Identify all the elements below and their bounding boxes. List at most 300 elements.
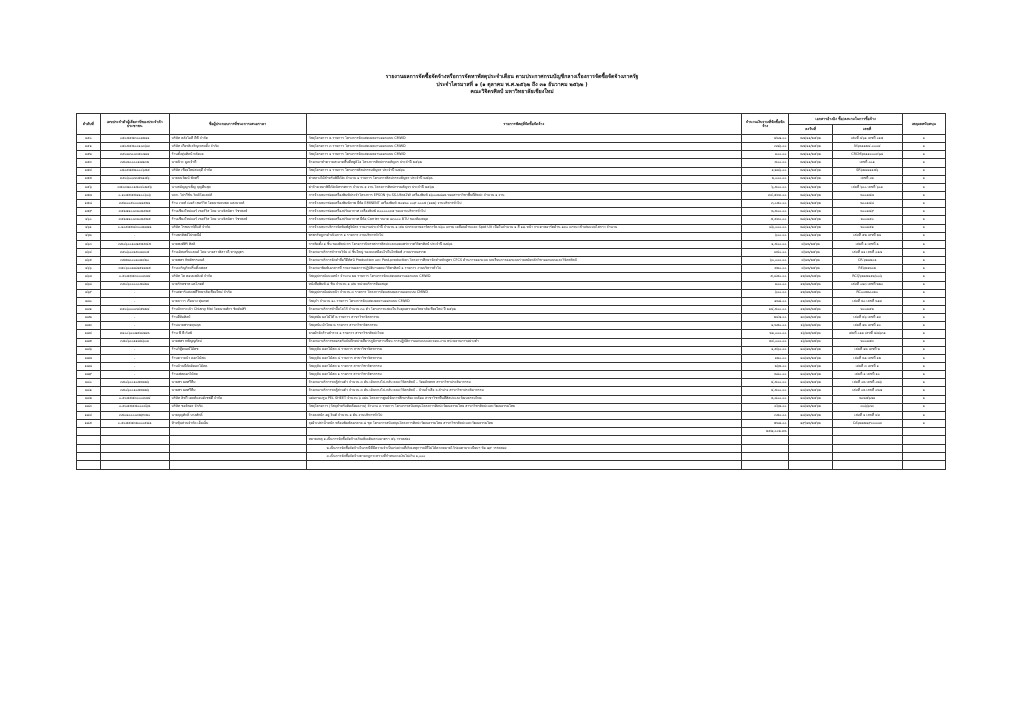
row-item: วัสดุโครงการ ๑ รายการ โครงการจัดแสดงผลงานออกแบบ CMWD (306, 151, 742, 159)
row-taxid: ๐-๕๐๕๕๕๓๐๐๐๓๗๔ (100, 273, 169, 281)
row-amount: ๑,๕๐๐.๐๐ (742, 240, 789, 248)
row-taxid: - (100, 297, 169, 305)
row-taxid: ๐-๕๐๕๕๕๓๒๐๐๐๕๘๑ (100, 419, 169, 427)
row-item: วัสดุจุลับ ดอกไม้สด ๑ รายการ สาขาวิชาจิตรกรรม (306, 371, 742, 379)
row-item: จ้างเหมาบริการรถตู้ส่วนตัว จำนวน ๓ คัน เดินทางไป-กลับ คณะวิจิตรศิลป์ – บ้านถ้ำเสือ จ.ลำปาง สาขาวิชาประติมากรรม (306, 387, 742, 395)
row-seq: ๑๘๓ (77, 403, 101, 411)
row-amount: ๒๖๒.๐๐ (742, 362, 789, 370)
table-row (77, 191, 946, 199)
row-seq: ๑๘๐ (77, 379, 101, 387)
row-docno: เล่มที่ ๐๑๑ เลขที่ ๔๗๖๓๑ (832, 330, 902, 338)
row-vendor: บริษัท ไรซเบาท์ดีแท้ จำกัด (169, 224, 306, 232)
row-seq: ๑๘๑ (77, 387, 101, 395)
table-row (77, 362, 946, 370)
row-amount: ๑,๕๖๐.๐๐ (742, 346, 789, 354)
row-seq: ๑๘๕ (77, 419, 101, 427)
row-item: การจ้างเหมาซ่อมเครื่องปรับอากาศ เครื่องพิมพ์ ๓๐๐๐๐๐๓๕ ของงานบริหารทั่วไป (306, 208, 742, 216)
row-seq: ๑๗๓ (77, 322, 101, 330)
row-vendor: นายรักษชาต ผลโภคต์ (169, 281, 306, 289)
row-seq: ๑๕๐ (77, 135, 101, 143)
row-date: ๒๗/๑๑/๒๕๖๒ (789, 151, 832, 159)
row-reason: ๑ (902, 143, 945, 151)
row-reason: ๑ (902, 322, 945, 330)
row-item: ลายผ้าจัดร้านสำรวจ ๑ รายการ สาขาวิชาศิลปะไทย (306, 330, 742, 338)
table-row (77, 387, 946, 395)
row-taxid: ๓๕๐๖๐๐๑๑๘๒๖๐๑ (100, 338, 169, 346)
table-row (77, 167, 946, 175)
note-3: ๓.เป็นการจัดซื้อจัดจ้างตามกฎกระทรวงที่กำหนดวงเงินไม่เกิน ๑,๐๐๐ (306, 453, 742, 461)
row-taxid: ๐๕๐๕๕๕๓๐๐๑๒๑๑ (100, 135, 169, 143)
col-header-reason: เหตุผลสนับสนุน (902, 114, 945, 135)
row-docno: CRCM๖๒๑๑๐๐๐๓๖๘ (832, 151, 902, 159)
table-row (77, 273, 946, 281)
row-date: ๒๗/๑๑/๒๕๖๒ (789, 135, 832, 143)
table-row (77, 143, 946, 151)
row-docno: เล่มที่ ๔๖๑ เลขที่ ๐๑๕ (832, 135, 902, 143)
row-docno: เล่มที่ ๓ เลขที่ ๑ (832, 362, 902, 370)
row-reason: ๑ (902, 305, 945, 313)
row-reason: ๑ (902, 354, 945, 362)
row-reason: ๑ (902, 403, 945, 411)
row-seq: ๑๗๘ (77, 362, 101, 370)
row-amount: ๔๖๒.๐๐ (742, 403, 789, 411)
table-row (77, 216, 946, 224)
col-header-amount: จำนวนเงินรวมที่จัดซื้อจัดจ้าง (742, 114, 789, 135)
row-docno: ๓๐๖๖๓๓ (832, 403, 902, 411)
table-row (77, 297, 946, 305)
table-row (77, 379, 946, 387)
row-taxid: - (100, 362, 169, 370)
row-date: ๒๗/๑๑/๒๕๖๒ (789, 159, 832, 167)
row-amount: ๒๑,๐๐๐.๐๐ (742, 330, 789, 338)
row-taxid: - (100, 232, 169, 240)
row-seq: ๑๘๒ (77, 395, 101, 403)
row-date: ๒๘/๑๑/๒๕๖๒ (789, 200, 832, 208)
row-vendor: ร้าน พี พี กัมพ์ (169, 330, 306, 338)
row-amount: ๒,๐๐๐.๐๐ (742, 175, 789, 183)
table-row (77, 265, 946, 273)
row-amount: ๔,๕๐๐.๐๐ (742, 379, 789, 387)
row-vendor: ร้านปักกระเป๋า Chiang Mai โดยนายศักร ชิดดัมศิริ (169, 305, 306, 313)
col-header-taxid: เลขประจำตัวผู้เสียภาษีของประจำตัวประชาชน (100, 114, 169, 135)
table-row (77, 419, 946, 427)
row-taxid: ๐-๑๐๕๕๕๕๑๑๐๐๖๐๖ (100, 191, 169, 199)
row-taxid: ๓๕๐๖๐๐๓๓๕๒๑๕๖ (100, 175, 169, 183)
row-taxid: ๐๕๐๕๕๕๐๐๑๐๓๖๗ (100, 143, 169, 151)
row-seq: ๑๕๔ (77, 167, 101, 175)
row-vendor: นายบุญศักดิ์ บางศักดิ์ (169, 411, 306, 419)
row-amount: ๖,๕๐๐.๐๐ (742, 183, 789, 191)
table-row (77, 395, 946, 403)
row-seq: ๑๖๓ (77, 240, 101, 248)
row-reason: ๑ (902, 330, 945, 338)
row-amount: ๗๔๐.๐๐ (742, 248, 789, 256)
row-date: ๑๓/๑๒/๒๕๖๒ (789, 314, 832, 322)
row-amount: ๖๐๐.๐๐ (742, 289, 789, 297)
row-seq: ๑๖๙ (77, 289, 101, 297)
row-reason: ๑ (902, 240, 945, 248)
row-taxid: - (100, 371, 169, 379)
col-header-seq: ลำดับที่ (77, 114, 101, 135)
row-date: ๑๒/๑๒/๒๕๖๒ (789, 297, 832, 305)
row-item: วัสดุโครงการ ๒ รายการ โครงการจัดแสดงผลงานออกแบบ CMWD (306, 135, 742, 143)
row-amount: ๕๒๐.๐๐ (742, 265, 789, 273)
row-amount: ๑,๒๕๐.๐๐ (742, 322, 789, 330)
table-row (77, 248, 946, 256)
row-seq: ๑๘๔ (77, 411, 101, 419)
row-vendor: นายปิวะ มูลเจ้าที (169, 159, 306, 167)
row-docno: ๒๐๒๕๖๗๑ (832, 395, 902, 403)
row-amount: ๕,๕๓๐.๐๐ (742, 216, 789, 224)
total-amount: ๒๕๗,๐๐๒.๓๒ (742, 428, 789, 436)
row-amount: ๑๐๐.๐๐ (742, 151, 789, 159)
row-vendor: ห้างหุ้นส่วนจำกัด เอ็มเอ็ม (169, 419, 306, 427)
col-header-docs-group: เอกสารอ้างอิง ซื้อ/ลงนามในการซื้อจ้าง (789, 114, 902, 125)
row-reason: ๑ (902, 216, 945, 224)
row-vendor: บริษัท ไฮ คอมแพลิงค์ จำกัด (169, 273, 306, 281)
row-seq: ๑๕๑ (77, 143, 101, 151)
row-taxid: ๐-๕๐๕๕๕๕๐๐๐๔๖๒ (100, 403, 169, 411)
row-docno: เล่มที่ ๒๑ เลขที่ ๑๒ (832, 354, 902, 362)
row-docno: CR.๖๒๑๒๐๑ (832, 257, 902, 265)
col-header-date: ลงวันที่ (789, 125, 832, 135)
table-row (77, 257, 946, 265)
row-taxid: ๓๕๐๑๐๐๐๐๓๒๙๓๒๐ (100, 411, 169, 419)
table-row (77, 240, 946, 248)
report-period: ประจำไตรมาสที่ ๑ (๑ ตุลาคม พ.ศ.๒๕๖๒ ถึง ๓๑ ธันวาคม ๒๕๖๒ ) (436, 81, 588, 88)
row-date: ๒๘/๑๑/๒๕๖๒ (789, 232, 832, 240)
table-header-row (77, 114, 946, 125)
row-seq: ๑๗๙ (77, 371, 101, 379)
row-amount: ๕๒๘.๐๐ (742, 419, 789, 427)
row-item: การจ้างเหมาซ่อมเครื่องปรับอากาศ ยี่ห้อ Carrier ขนาด ๑๓๐๐๐ BTU ของห้องสมุด (306, 216, 742, 224)
row-item: หนังสือพิมพ์ ๘ ชิ้น จำนวน ๑ เล่ม หน่วยบริการห้องสมุด (306, 281, 742, 289)
row-taxid: - (100, 354, 169, 362)
row-seq: ๑๕๖ (77, 183, 101, 191)
row-vendor: นายพร ผลศรีทีม (169, 379, 306, 387)
note-2: ๒.เป็นการจัดซื้อจัดจ้างในกรณีที่มีความจำเป็นเร่งด่วนที่เกิดเหตุการณ์ที่ไม่ได้คาดหมายไว้ก่อนตามระเบียบฯ ข้อ ๗๙ วรรคสอง (306, 444, 742, 452)
row-date: ๔/๑๒/๒๕๖๒ (789, 248, 832, 256)
table-row (77, 159, 946, 167)
row-taxid: ๓๕๐๑๓๐๐๓๕๐๗๑๑ (100, 151, 169, 159)
table-body (77, 135, 946, 470)
row-docno: เล่มที่ ๐๒ เลขที่ ๐๒๖ (832, 379, 902, 387)
report-title: รายงานผลการจัดซื้อจัดจ้างหรือการจัดหาพัสดุประจำเดือน ตามประกาศกรมบัญชีกลางเรื่องการจัดซื้อจัดจ้างภาครัฐ (385, 74, 639, 80)
table-row (77, 338, 946, 346)
row-date: ๑๘/๑๒/๒๕๖๒ (789, 411, 832, 419)
col-header-vendor: ชื่อผู้ประกอบการที่ชนะการเสนอราคา (169, 114, 306, 135)
row-amount: ๒๔,๐๐๐.๐๐ (742, 338, 789, 346)
row-reason: ๑ (902, 289, 945, 297)
row-docno: SR๖๒๑๑๑๑๕๖ (832, 167, 902, 175)
row-date: ๔/๑๒/๒๕๖๒ (789, 240, 832, 248)
row-docno: เล่มที่ ๒๐ เลขที่ ๒๑๓ (832, 297, 902, 305)
row-amount: ๓๗๖.๐๐ (742, 143, 789, 151)
row-item: การจ้างเหมาซ่อมเครื่องพิมพ์ประจำโครงการ EPSON รุ่น SS-Ultra2W เครื่องพิมพ์ ๑๖๐๐๒๘๑๒ ของสาขาวิชาพื้นที่ศิลปะ จำนวน ๑ งาน (306, 191, 742, 199)
row-date: ๑๘/๑๒/๒๕๖๒ (789, 362, 832, 370)
row-item: วัสดุสมัย ผลโม้ไต๊ ๒ รายการ สาขาวิชาจิตรกรรม (306, 314, 742, 322)
procurement-table (76, 113, 946, 470)
row-date: ๒๗/๑๑/๒๕๖๒ (789, 167, 832, 175)
row-seq: ๑๕๘ (77, 200, 101, 208)
row-amount: ๘๖,๐๐๐.๐๐ (742, 224, 789, 232)
blank-row (77, 461, 946, 469)
row-reason: ๑ (902, 175, 945, 183)
table-row (77, 371, 946, 379)
row-amount: ๓,๐๕๐.๐๐ (742, 200, 789, 208)
row-item: จ้างเหมาบริการจัดทำสื่อวีดีทัศน์ Production และ Post-production โครงการศึกษาจัดทำหลักสูตร CFCS ด้านการออกแบบ บทเรียนการออกแบบร่วมสมัยหลักวิชาออกแบบและวิจิตรศิลป์ (306, 257, 742, 265)
row-taxid: ๓๕๐๖๐๐๑๐๗๕๕๕๔๕ (100, 240, 169, 248)
row-reason: ๑ (902, 183, 945, 191)
row-docno: เล่มที่ ๐๒ เลขที่ ๐๒๗ (832, 387, 902, 395)
row-docno: RC๐๐๒๒๐๐๒๐ (832, 289, 902, 297)
row-date: ๑๒/๑๒/๒๕๖๒ (789, 281, 832, 289)
row-docno: CA๖๒๑๒๑๙๐๐๐๐๗ (832, 419, 902, 427)
row-vendor: ร้านเอิสเตร็นแลนด์ โดย นางสาวศิลาวดี ทาญบุตร (169, 248, 306, 256)
row-docno: ๒๐๐๑๔๗ (832, 191, 902, 199)
row-docno: ๒๐๐๑๔๘ (832, 200, 902, 208)
row-item: วัสดุจุลับ ดอกไม้สด ๔ รายการ สาขาวิชาจิตรกรรม (306, 346, 742, 354)
table-row (77, 403, 946, 411)
table-row (77, 281, 946, 289)
row-reason: ๑ (902, 387, 945, 395)
row-reason: ๑ (902, 362, 945, 370)
row-seq: ๑๕๗ (77, 191, 101, 199)
row-reason: ๑ (902, 419, 945, 427)
row-date: ๑๒/๑๒/๒๕๖๒ (789, 289, 832, 297)
row-reason: ๑ (902, 159, 945, 167)
row-taxid: ๓๕๐๖๐๐๑๐๕๒๒๒๖ (100, 379, 169, 387)
row-reason: ๑ (902, 265, 945, 273)
row-taxid: ๐-๕๐๕๕๕๓๐๐๐๓๗๔ (100, 395, 169, 403)
row-vendor: นายพร ผลศรีทีม (169, 387, 306, 395)
row-reason: ๑ (902, 411, 945, 419)
row-reason: ๑ (902, 200, 945, 208)
row-taxid: ๓๕๐๓๗๐๐๑๕๐๔๐๒๕๖ (100, 183, 169, 191)
row-date: ๔/๑๒/๒๕๖๒ (789, 265, 832, 273)
row-item: จ้างเหมาทำความสะอาดพื้นที่สตูดิโอ โครงการศิลปกรรมสัญจร ประจำปี ๒๕๖๒ (306, 159, 742, 167)
row-amount: ๑๒๘.๐๐ (742, 297, 789, 305)
row-item: วัสดุจำ จำนวน ๑๐ รายการ โครงการจัดแสดงผลงานออกแบบ CMWD (306, 297, 742, 305)
row-docno: เลขที่ ๐๐๑ (832, 159, 902, 167)
row-reason: ๑ (902, 379, 945, 387)
row-item: วัสดุอุปกรณ์แผ่นหน้า จำนวน ๓ รายการ โครงการจัดแสดงผลงานออกแบบ CMWD (306, 289, 742, 297)
row-amount: ๒,๘๐๐.๐๐ (742, 395, 789, 403)
row-item: จ้างเหมาพิมพ์เอกสารที่ รายงานผลการปฏิบัติงานคณะวิจิตรศิลป์ ๑ รายการ งานบริหารทั่วไป (306, 265, 742, 273)
row-item: จ้างเหมาบริการรถตู้ส่วนตัว จำนวน ๓ คัน เดินทางไป-กลับ คณะวิจิตรศิลป์ – วัดผลักตพร สาขาวิชาประติมากรรม (306, 379, 742, 387)
row-reason: ๑ (902, 395, 945, 403)
row-amount: ๑๔,๕๐๐.๐๐ (742, 305, 789, 313)
row-reason: ๑ (902, 191, 945, 199)
report-department: คณะวิจิตรศิลป์ มหาวิทยาลัยเชียงใหม่ (470, 89, 554, 95)
row-reason: ๑ (902, 314, 945, 322)
row-seq: ๑๕๓ (77, 159, 101, 167)
row-reason: ๑ (902, 371, 945, 379)
row-taxid: ๓๕๐๖๐๐๐๐๐๕๘๒๑ (100, 281, 169, 289)
row-vendor: นายธาวา เรือนาง ทุ่มเทศ (169, 297, 306, 305)
row-vendor: ร้านเชียงใหม่แอร์ เซอร์วิส โดย นางจิตนิตา วัชรพงษ์ (169, 208, 306, 216)
row-amount: ๕๐๐.๐๐ (742, 159, 789, 167)
row-vendor: บริษัท คลังไอที ดีซี จำกัด (169, 135, 306, 143)
row-vendor: ร้าน เวลท์ เมอร์ เซอร์วิส โดยนายธนพล แสงนวลต์ (169, 200, 306, 208)
row-docno: เล่มที่ ๖๐๐ เลขที่ ๖๐๑ (832, 183, 902, 191)
row-vendor: บริษัท ชอร์ตอร จำกัด (169, 403, 306, 411)
row-vendor: บริษัท เชียงใหม่สมฤดี จำกัด (169, 167, 306, 175)
row-amount: ๑๒๐.๐๐ (742, 354, 789, 362)
row-amount: ๖๐๐.๐๐ (742, 232, 789, 240)
row-vendor: นายพศร ทิพย์ชรรมนต์ (169, 257, 306, 265)
table-row (77, 330, 946, 338)
row-item: วัสดุจุลับ ดอกไม้สด ๔ รายการ สาขาวิชาจิตรกรรม (306, 354, 742, 362)
row-item: การจ้างเหมาบริการจัดพิมพ์สูจิบัตร รายงานประจำปี จำนวน ๑ เล่ม ปกกระดาษอาร์ตการ์ด ๒๖๐ แกรม เคลือบด้านและ Spot UV เนื้อในจำนวน ๑ สี ๑๘ หน้า กระดาษอาร์ตด้าน ๑๓๐ แกรม เข้าเล่มแบบไสกาว จำนวน (306, 224, 742, 232)
row-date: ๑๘/๑๒/๒๕๖๒ (789, 387, 832, 395)
table-row (77, 200, 946, 208)
row-docno: เลขที่ ๐๒ (832, 175, 902, 183)
table-row (77, 346, 946, 354)
row-amount: ๖๐,๐๐๐.๐๐ (742, 257, 789, 265)
row-seq: ๑๖๖ (77, 265, 101, 273)
row-reason: ๑ (902, 208, 945, 216)
row-taxid: - (100, 322, 169, 330)
row-seq: ๑๕๙ (77, 208, 101, 216)
row-docno: เล่มที่ ๑๒ เลขที่ ๒ (832, 346, 902, 354)
row-seq: ๑๖๕ (77, 257, 101, 265)
row-date: ๒๘/๑๑/๒๕๖๒ (789, 224, 832, 232)
row-reason: ๑ (902, 167, 945, 175)
row-date: ๔/๑๒/๒๕๖๒ (789, 257, 832, 265)
row-docno: เล่มที่ ๑ เลขที่ ๔๓ (832, 411, 902, 419)
row-seq: ๑๕๒ (77, 151, 101, 159)
row-docno: เล่มที่ ๑ เลขที่ ๑๐ (832, 371, 902, 379)
row-amount: ๓๔,๕๓๓.๐๐ (742, 191, 789, 199)
row-date: ๑๒/๑๒/๒๕๖๒ (789, 273, 832, 281)
row-vendor: ร้านวิทู๊ดจอบ์ไอ้ตช (169, 346, 306, 354)
row-seq: ๑๗๒ (77, 314, 101, 322)
row-reason: ๑ (902, 273, 945, 281)
row-seq: ๑๗๔ (77, 330, 101, 338)
row-seq: ๑๖๒ (77, 232, 101, 240)
row-taxid: ๐๕๐๕๕๕๒๐๐๐๖๕๕ (100, 167, 169, 175)
row-vendor: ร้านยี่ห้อศิลป์ (169, 314, 306, 322)
row-reason: ๑ (902, 135, 945, 143)
table-row (77, 151, 946, 159)
row-reason: ๑ (902, 248, 945, 256)
row-docno: เล่มที่ ๒๖ เลขที่ ๑๓ (832, 314, 902, 322)
row-date: ๑๘/๑๒/๒๕๖๒ (789, 379, 832, 387)
row-taxid: - (100, 314, 169, 322)
row-vendor: ร้านเจริญกิจปริ้นติ้งเพลส (169, 265, 306, 273)
row-reason: ๑ (902, 151, 945, 159)
row-item: ค่าจ้างเหมาพิธีเปิดนิทรรศการ จำนวน ๑ งาน โครงการศิลปกรรมสัญจร ประจำปี ๒๕๖๒ (306, 183, 742, 191)
row-item: จ้างเหมาบริการทำรายวิจัย ๔ ชิ้นใหญ่ รองลงเหมือนไข่ในไหพิมพ์ งานบรรณลรรต (306, 248, 742, 256)
table-row (77, 289, 946, 297)
row-vendor: ร้านบ้านบีดัดดิดอกไม้สด (169, 362, 306, 370)
row-vendor: นายพศร ทพิญญกัลป (169, 338, 306, 346)
row-taxid: - (100, 289, 169, 297)
report-header (0, 74, 1024, 97)
row-item: วัสดุหนับ ผ้าไทย ๒ รายการ สาขาวิชาจิตรกรรม (306, 322, 742, 330)
row-seq: ๑๖๗ (77, 273, 101, 281)
row-taxid: ๓๕๑๗๑๐๐๓๑๐๒๕๒๕ (100, 208, 169, 216)
row-taxid: ๓๕๑๗๑๐๐๓๑๐๒๕๒๕ (100, 216, 169, 224)
row-docno: เล่มที่ ๑๒ เลขที่ ๑๐ (832, 322, 902, 330)
row-docno: ๒๐๐๑๕๓ (832, 338, 902, 346)
row-seq: ๑๖๐ (77, 216, 101, 224)
row-item: ถุงผ้าเปล่าน้ำหนัก พร้อมพิมพ์ลอกลาย ๘ ชุด โครงการสนับสนุนโครงการศิลปะวัฒนธรรมไทย สาขาวิชาศิลปะและวัฒนธรรมไทย (306, 419, 742, 427)
total-row (77, 428, 946, 436)
row-vendor: นายธนวัฒน์ พักศรี (169, 175, 306, 183)
row-taxid: ๓๕๐๖๐๐๑๐๕๒๒๒๖ (100, 387, 169, 395)
row-item: การติดตั้ง ๑ ชิ้น ของศิลปะกร โครงการนิทรรศการศิลปะและเผยแพร่กวาศวิจิตรศิลป์ ประจำปี ๒๕๖๒ (306, 240, 742, 248)
table-row (77, 183, 946, 191)
row-amount: ๑,๒๑๖.๐๐ (742, 167, 789, 175)
row-date: ๑๘/๑๒/๒๕๖๒ (789, 354, 832, 362)
row-item: จ้างเหมาบริการทำปั๊มโลโก้ จำนวน ๓๐ ตัว โครงการแสดงในวันคุณตรวยเอวิทยาลัยเชียงใหม่ ปี ๒๕๖๒ (306, 305, 742, 313)
row-item: วัสดุโครงการ ๓ รายการ โครงการจัดแสดงผลงานออกแบบ CMWD (306, 143, 742, 151)
row-seq: ๑๗๖ (77, 346, 101, 354)
table-row (77, 354, 946, 362)
row-vendor: ร้านความบัว ดอกไม้สด (169, 354, 306, 362)
row-amount: ๑๐๐.๐๐ (742, 281, 789, 289)
row-date: ๑๘/๑๒/๒๕๖๒ (789, 395, 832, 403)
row-item: ค่าหลวงไม้สำหรับพิธีเปิด จำนวน ๑ รายการ โครงการศิลปกรรมสัญจร ประจำปี ๒๕๖๒ (306, 175, 742, 183)
row-seq: ๑๕๕ (77, 175, 101, 183)
row-date: ๒๘/๑๑/๒๕๖๒ (789, 208, 832, 216)
row-taxid: ๐-๑๐๕๕๕๔๓๐๐๒๗๗๑ (100, 224, 169, 232)
table-row (77, 135, 946, 143)
row-vendor: ร้านเพ่ตดอกไม้สด (169, 371, 306, 379)
row-amount: ๕,๘๕๐.๐๐ (742, 273, 789, 281)
row-amount: ๔,๕๐๐.๐๐ (742, 387, 789, 395)
row-seq: ๑๗๕ (77, 338, 101, 346)
note-row (77, 444, 946, 452)
row-taxid: ๓๕๐๖๐๐๑๘๗๕๑๑๒๕ (100, 265, 169, 273)
row-docno: RE๖๒๑๒๐๒ (832, 265, 902, 273)
row-item: การจ้างเหมาซ่อมเครื่องพิมพ์ภาพ ยี่ห้อ EMINENT เครื่องพิมพ์ ๕๐๑๒๐ ๐๐๙ ๐๐๐๕ (๑๑๒) งานบริหารทั่วไป (306, 200, 742, 208)
table-row (77, 411, 946, 419)
row-docno: ๒๐๐๑๕๒ (832, 305, 902, 313)
row-docno: IV๖๒๑๑๒๔-๐๐๐๔ (832, 143, 902, 151)
row-date: ๑๘/๑๒/๒๕๖๒ (789, 346, 832, 354)
row-docno: เล่มที่ ๑ เลขที่ ๑ (832, 240, 902, 248)
row-docno: เล่มที่ ๑๑ เลขที่ ๐๑๗ (832, 248, 902, 256)
row-date: ๑๒/๑๒/๒๕๖๒ (789, 305, 832, 313)
row-taxid: ๓๕๐๒๐๐๐๐๑๗๑๓๒ (100, 159, 169, 167)
row-vendor: บริษัท ลิฟวี เฮลท์แอนด์เชฟตี้ จำกัด (169, 395, 306, 403)
row-date: ๑๙/๑๒/๒๕๖๒ (789, 419, 832, 427)
row-date: ๒๗/๑๑/๒๕๖๒ (789, 143, 832, 151)
row-date: ๑๘/๑๒/๒๕๖๒ (789, 371, 832, 379)
row-seq: ๑๗๗ (77, 354, 101, 362)
row-item: พรพรรัษฎกรดำเนินการ ๑ รายการ งานบริหารทั่วไป (306, 232, 742, 240)
row-item: วัสดุจุลับ ดอกไม้สด ๒ รายการ สาขาวิชาจิตรกรรม (306, 362, 742, 370)
row-taxid: ๓๕๐๖๐๐๑๕๐๑๗๐๕ (100, 248, 169, 256)
row-amount: ๓๕๐.๐๐ (742, 411, 789, 419)
row-seq: ๑๖๑ (77, 224, 101, 232)
table-row (77, 305, 946, 313)
row-date: ๒๗/๑๑/๒๕๖๒ (789, 183, 832, 191)
row-seq: ๑๗๐ (77, 297, 101, 305)
row-date: ๑๖/๑๒/๒๕๖๒ (789, 322, 832, 330)
col-header-item: รายการพัสดุที่จัดซื้อจัดจ้าง (306, 114, 742, 135)
row-docno: ๒๐๐๑๕๐ (832, 216, 902, 224)
row-seq: ๑๖๘ (77, 281, 101, 289)
row-item: จ้างลงสนัก อยู่ จินต์ จำนวน ๑ คัน งานบริหารทั่วไป (306, 411, 742, 419)
row-item: จ้างเหมาบริการซลอรตรับบันทึกทบ่ายสียารภูมิกรสารเขียน การปฏิบัติการออกแบบและจอบ-งาน หน่วยงานการอย่างต่ำ (306, 338, 742, 346)
row-item: แผ่นกรองรูน PEL SHEET จำนวน ๖ แผ่น โครงการศูนย์จัดการศึกษาสิ่งแวดล้อม สาขาวิชาพื้นที่ศิลปะและวัฒนธรรมไทย (306, 395, 742, 403)
row-vendor: นายพงศ์ศิริ ศิลดิ (169, 240, 306, 248)
row-date: ๒๘/๑๑/๒๕๖๒ (789, 191, 832, 199)
